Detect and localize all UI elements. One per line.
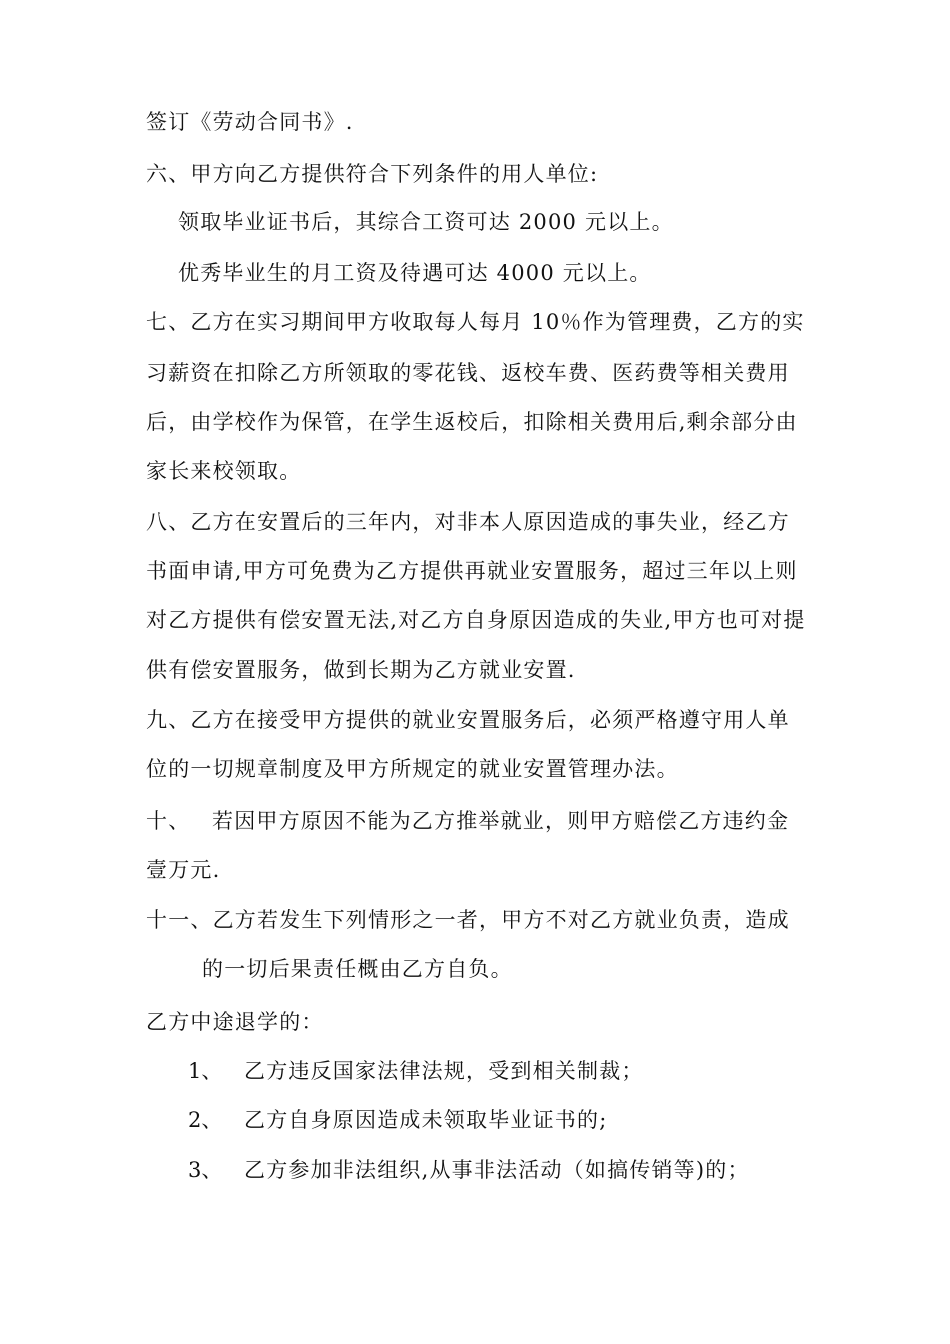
- text-line: 签订《劳动合同书》.: [146, 110, 354, 134]
- section-six-heading: 六、甲方向乙方提供符合下列条件的用人单位:: [146, 162, 599, 186]
- section-nine-line: 九、乙方在接受甲方提供的就业安置服务后，必须严格遵守用人单: [146, 708, 790, 732]
- text-line: 习薪资在扣除乙方所领取的零花钱、返校车费、医药费等相关费用: [146, 361, 790, 385]
- text-line: 书面申请,甲方可免费为乙方提供再就业安置服务，超过三年以上则: [146, 559, 798, 583]
- list-item-text: 乙方参加非法组织,从事非法活动（如搞传销等)的；: [244, 1158, 750, 1182]
- section-ten-number: 十、: [146, 809, 191, 833]
- list-item-text: 乙方自身原因造成未领取毕业证书的;: [244, 1108, 608, 1132]
- text-line: 的一切后果责任概由乙方自负。: [202, 957, 513, 981]
- text-line: 供有偿安置服务，做到长期为乙方就业安置.: [146, 658, 576, 682]
- text-line: 壹万元.: [146, 858, 221, 882]
- text-line: 家长来校领取。: [146, 459, 302, 483]
- section-ten-line: 若因甲方原因不能为乙方推举就业，则甲方赔偿乙方违约金: [212, 809, 790, 833]
- text-line: 位的一切规章制度及甲方所规定的就业安置管理办法。: [146, 757, 679, 781]
- list-item-number: 1、: [188, 1059, 223, 1083]
- section-eight-line: 八、乙方在安置后的三年内，对非本人原因造成的事失业，经乙方: [146, 510, 790, 534]
- text-line: 后，由学校作为保管，在学生返校后，扣除相关费用后,剩余部分由: [146, 410, 798, 434]
- text-line: 对乙方提供有偿安置无法,对乙方自身原因造成的失业,甲方也可对提: [146, 608, 806, 632]
- list-item-text: 乙方违反国家法律法规，受到相关制裁；: [244, 1059, 644, 1083]
- text-line: 领取毕业证书后，其综合工资可达 2000 元以上。: [178, 210, 674, 234]
- section-seven-line: 七、乙方在实习期间甲方收取每人每月 10％作为管理费，乙方的实: [146, 310, 805, 334]
- list-item-number: 3、: [188, 1158, 223, 1182]
- text-line: 乙方中途退学的：: [146, 1010, 324, 1034]
- list-item-number: 2、: [188, 1108, 223, 1132]
- text-line: 优秀毕业生的月工资及待遇可达 4000 元以上。: [178, 261, 652, 285]
- section-eleven-line: 十一、乙方若发生下列情形之一者，甲方不对乙方就业负责，造成: [146, 908, 790, 932]
